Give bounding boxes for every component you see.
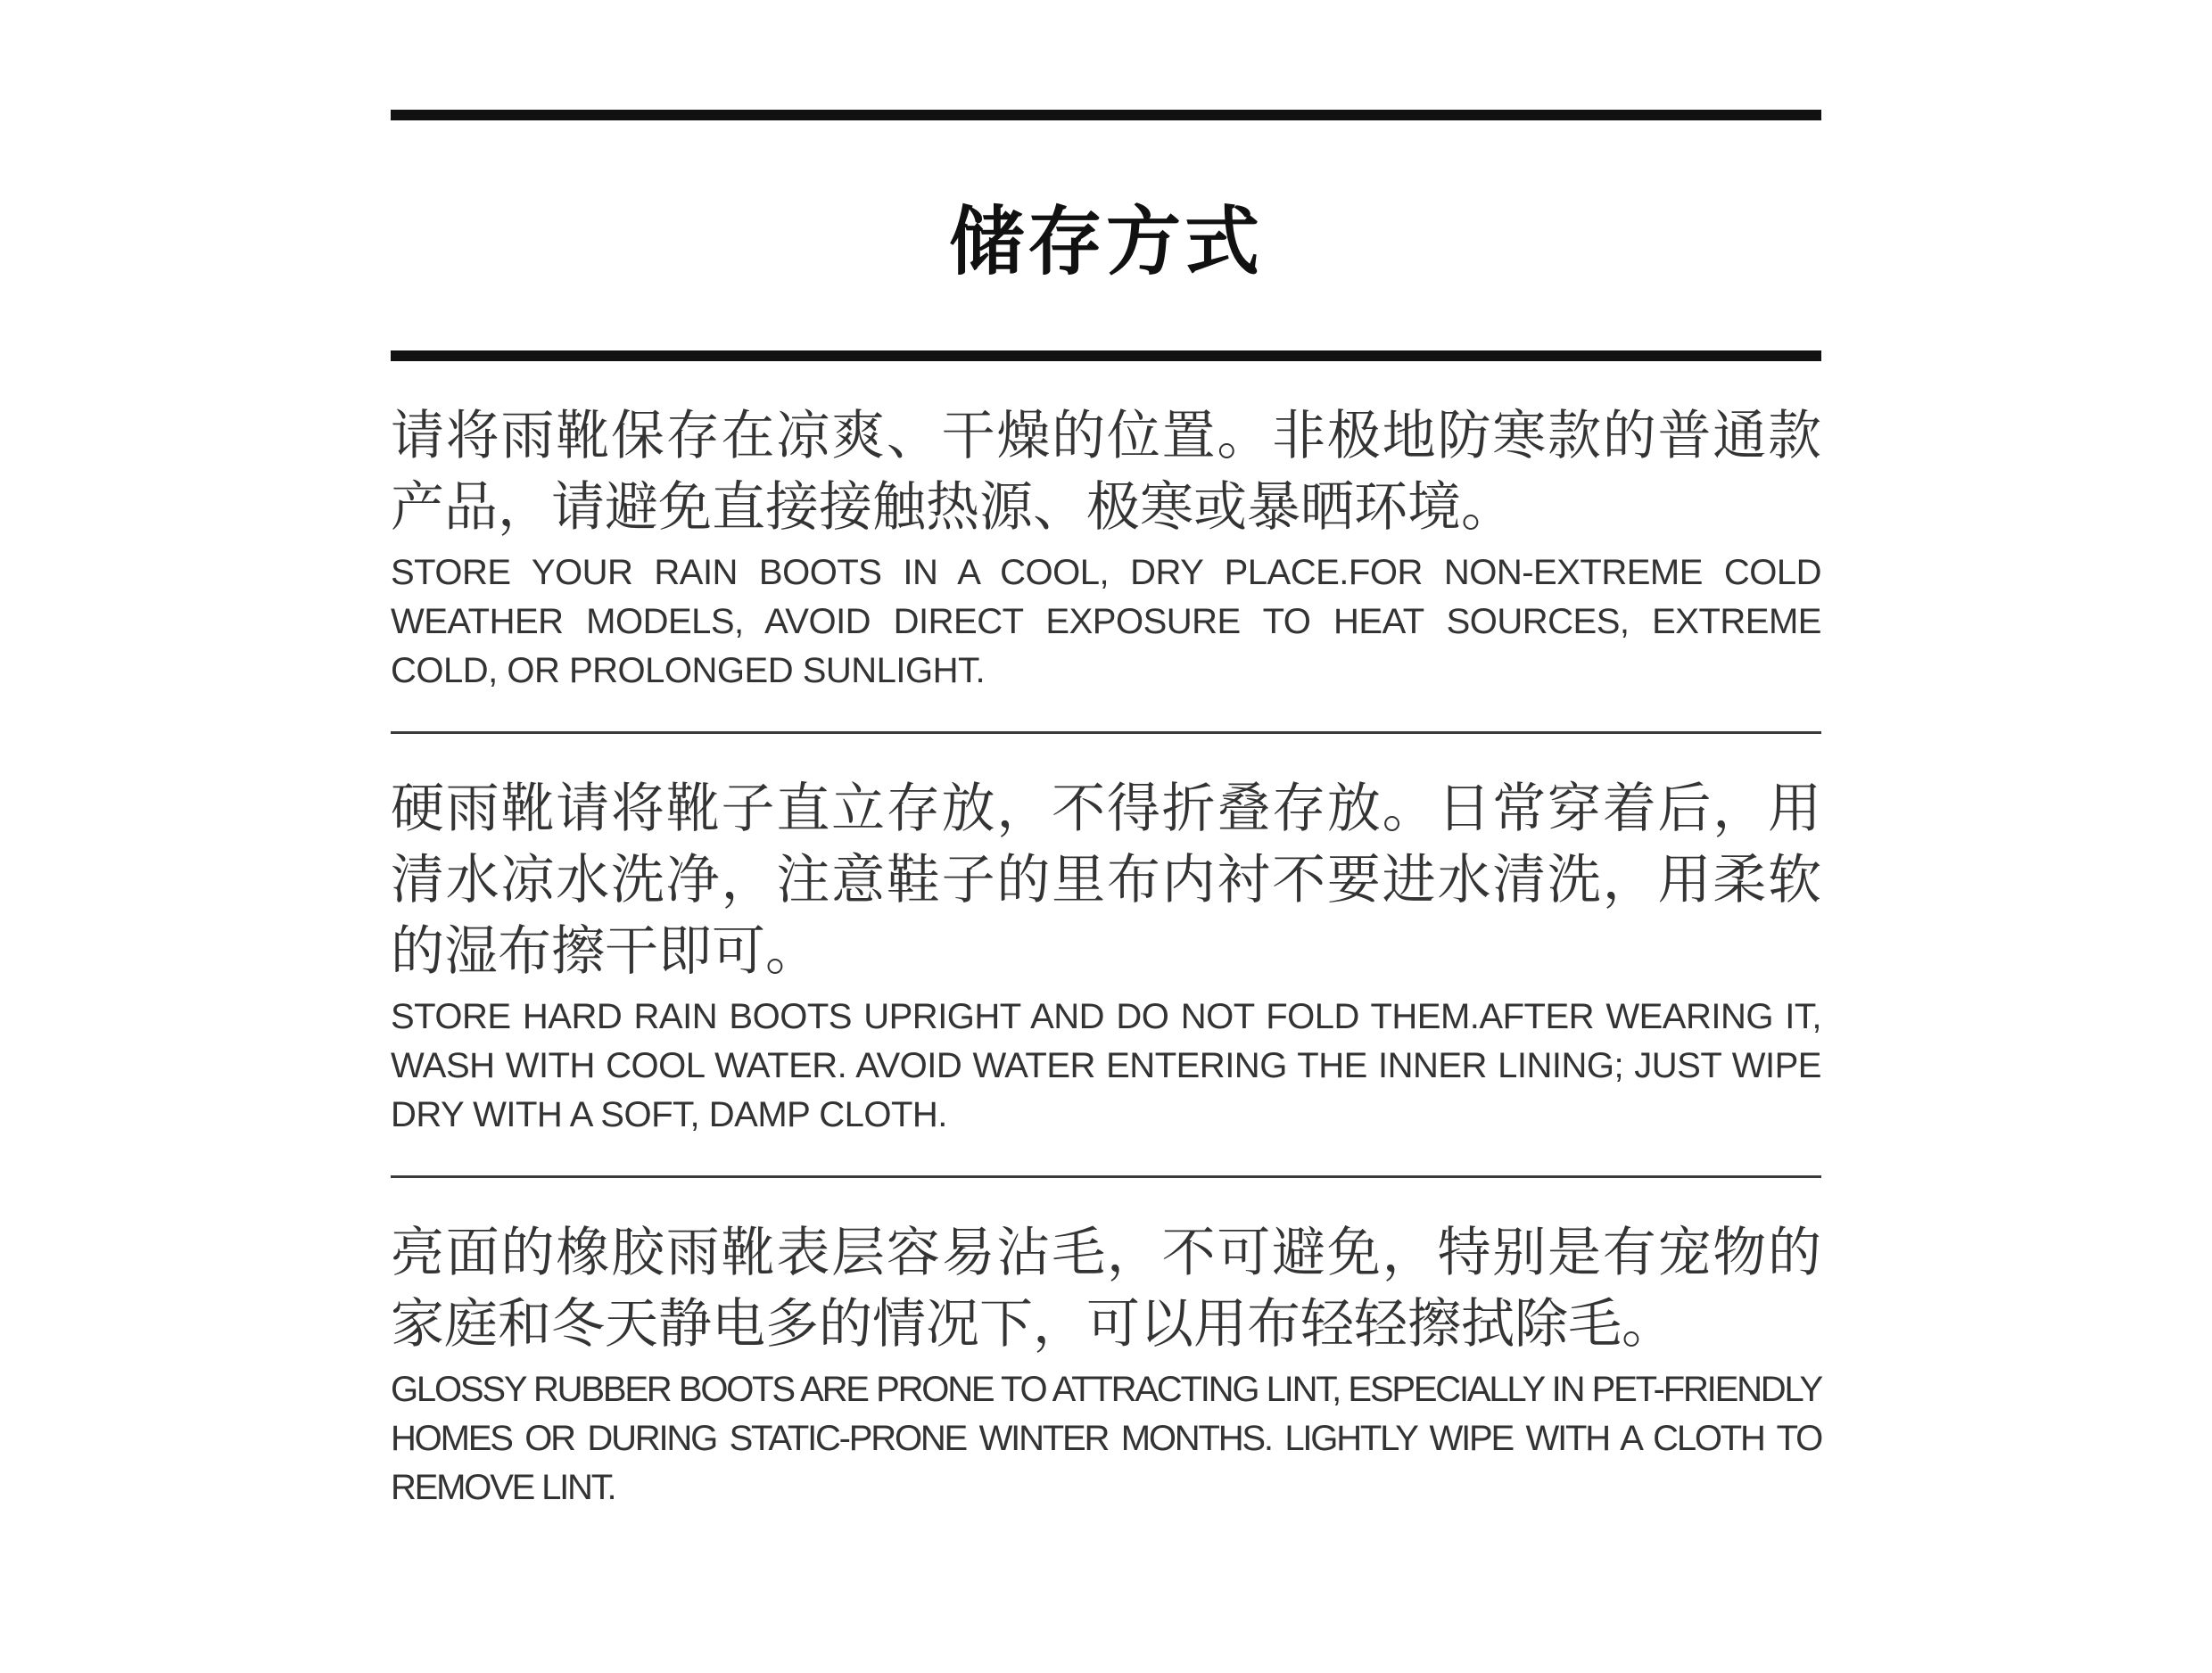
section-3-chinese-text: 亮面的橡胶雨靴表层容易沾毛，不可避免，特别是有宠物的家庭和冬天静电多的情况下，可以用布轻轻擦拭除毛。 [391,1222,1821,1356]
section-2-english-text: STORE HARD RAIN BOOTS UPRIGHT AND DO NOT FOLD THEM.AFTER WEARING IT, WASH WITH COOL WATER. AVOID WATER ENTERING THE INNER LINING; JUST WIPE DRY WITH A SOFT, DAMP CLOTH. [391,997,1821,1134]
top-thick-divider [391,110,1821,120]
section-storage-location [391,361,1821,696]
section-hard-boots [391,734,1821,1140]
section-1-english-text: STORE YOUR RAIN BOOTS IN A COOL, DRY PLACE.FOR NON-EXTREME COLD WEATHER MODELS, AVOID DIRECT EXPOSURE TO HEAT SOURCES, EXTREME COLD, OR PROLONGED SUNLIGHT. [391,553,1821,690]
section-1-chinese-text: 请将雨靴保存在凉爽、干燥的位置。非极地防寒款的普通款产品，请避免直接接触热源、极寒或暴晒环境。 [391,405,1821,539]
section-glossy-boots [391,1178,1821,1512]
section-3-english-text: GLOSSY RUBBER BOOTS ARE PRONE TO ATTRACTING LINT, ESPECIALLY IN PET-FRIENDLY HOMES OR DURING STATIC-PRONE WINTER MONTHS. LIGHTLY WIPE WITH A CLOTH TO REMOVE LINT. [391,1370,1821,1507]
page-title: 储存方式 [948,197,1263,285]
section-2-chinese-text: 硬雨靴请将靴子直立存放，不得折叠存放。日常穿着后，用清水凉水洗净，注意鞋子的里布内衬不要进水清洗，用柔软的湿布擦干即可。 [391,778,1821,983]
title-thick-divider [391,350,1821,361]
storage-instructions-page [391,110,1821,1512]
